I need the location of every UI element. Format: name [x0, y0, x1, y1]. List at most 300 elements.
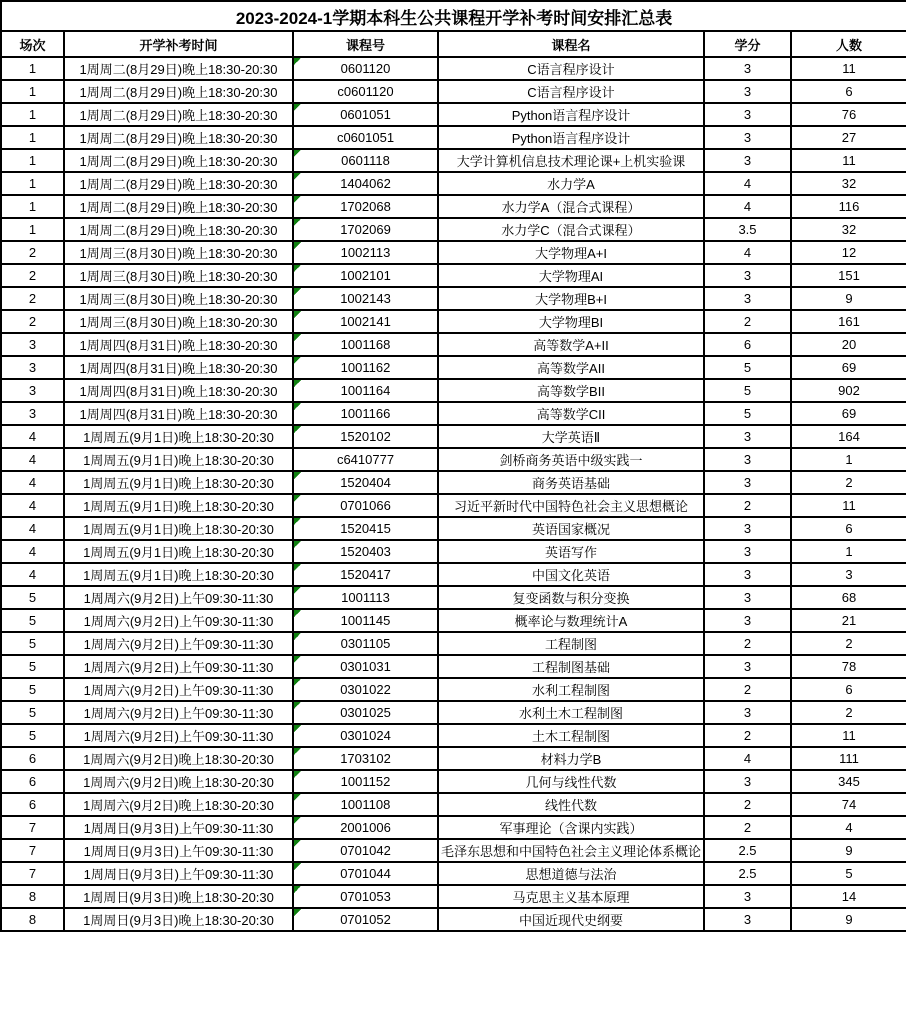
credits-cell: 2: [704, 632, 791, 655]
session-cell: 2: [1, 264, 64, 287]
session-cell: 5: [1, 678, 64, 701]
count-cell: 164: [791, 425, 906, 448]
exam-time-cell: 1周周三(8月30日)晚上18:30-20:30: [64, 287, 293, 310]
course-name-cell: 习近平新时代中国特色社会主义思想概论: [438, 494, 704, 517]
credits-cell: 3: [704, 908, 791, 931]
count-cell: 111: [791, 747, 906, 770]
number-stored-as-text-indicator-icon: [294, 288, 301, 295]
course-name-cell: 中国近现代史纲要: [438, 908, 704, 931]
credits-cell: 4: [704, 172, 791, 195]
exam-time-cell: 1周周六(9月2日)上午09:30-11:30: [64, 609, 293, 632]
session-cell: 6: [1, 747, 64, 770]
table-row: [1, 425, 906, 448]
course-name-cell: 高等数学CII: [438, 402, 704, 425]
course-code-cell: [293, 333, 438, 356]
number-stored-as-text-indicator-icon: [294, 909, 301, 916]
count-cell: 69: [791, 402, 906, 425]
credits-cell: 3: [704, 57, 791, 80]
course-name-cell: 马克思主义基本原理: [438, 885, 704, 908]
course-code-text: 0301031: [340, 659, 391, 674]
session-cell: 6: [1, 793, 64, 816]
course-name-cell: 水利土木工程制图: [438, 701, 704, 724]
exam-time-cell: 1周周五(9月1日)晚上18:30-20:30: [64, 448, 293, 471]
col-header-session: 场次: [1, 31, 64, 57]
count-cell: 12: [791, 241, 906, 264]
session-cell: 4: [1, 540, 64, 563]
course-code-text: 0601118: [341, 153, 390, 168]
session-cell: 4: [1, 448, 64, 471]
course-code-cell: [293, 149, 438, 172]
course-name-cell: 大学物理AI: [438, 264, 704, 287]
course-name-cell: 高等数学AII: [438, 356, 704, 379]
count-cell: 151: [791, 264, 906, 287]
number-stored-as-text-indicator-icon: [294, 656, 301, 663]
table-row: [1, 678, 906, 701]
credits-cell: 2.5: [704, 839, 791, 862]
count-cell: 6: [791, 678, 906, 701]
session-cell: 5: [1, 701, 64, 724]
number-stored-as-text-indicator-icon: [294, 357, 301, 364]
session-cell: 1: [1, 80, 64, 103]
session-cell: 2: [1, 241, 64, 264]
number-stored-as-text-indicator-icon: [294, 817, 301, 824]
course-code-cell: [293, 287, 438, 310]
session-cell: 1: [1, 195, 64, 218]
table-row: [1, 586, 906, 609]
course-code-text: 1001152: [340, 774, 391, 789]
course-name-cell: 大学物理BI: [438, 310, 704, 333]
exam-time-cell: 1周周四(8月31日)晚上18:30-20:30: [64, 379, 293, 402]
session-cell: 3: [1, 402, 64, 425]
course-code-cell: [293, 724, 438, 747]
credits-cell: 3: [704, 563, 791, 586]
table-row: [1, 149, 906, 172]
course-code-text: 1520417: [340, 567, 391, 582]
course-code-text: 1002101: [340, 268, 391, 283]
credits-cell: 3: [704, 540, 791, 563]
count-cell: 11: [791, 149, 906, 172]
credits-cell: 2: [704, 310, 791, 333]
count-cell: 20: [791, 333, 906, 356]
course-code-cell: [293, 356, 438, 379]
course-code-cell: [293, 448, 438, 471]
course-code-cell: [293, 793, 438, 816]
number-stored-as-text-indicator-icon: [294, 219, 301, 226]
table-row: [1, 310, 906, 333]
course-name-cell: 复变函数与积分变换: [438, 586, 704, 609]
exam-time-cell: 1周周五(9月1日)晚上18:30-20:30: [64, 563, 293, 586]
exam-time-cell: 1周周日(9月3日)上午09:30-11:30: [64, 862, 293, 885]
credits-cell: 3: [704, 517, 791, 540]
count-cell: 2: [791, 471, 906, 494]
number-stored-as-text-indicator-icon: [294, 702, 301, 709]
session-cell: 8: [1, 885, 64, 908]
course-code-text: 1001164: [340, 383, 391, 398]
course-code-cell: [293, 103, 438, 126]
credits-cell: 3: [704, 425, 791, 448]
count-cell: 1: [791, 448, 906, 471]
exam-time-cell: 1周周四(8月31日)晚上18:30-20:30: [64, 356, 293, 379]
course-name-cell: 中国文化英语: [438, 563, 704, 586]
credits-cell: 3: [704, 103, 791, 126]
course-name-cell: 高等数学BII: [438, 379, 704, 402]
exam-time-cell: 1周周日(9月3日)上午09:30-11:30: [64, 816, 293, 839]
course-code-text: 1002113: [340, 245, 391, 260]
table-row: [1, 494, 906, 517]
credits-cell: 6: [704, 333, 791, 356]
exam-time-cell: 1周周二(8月29日)晚上18:30-20:30: [64, 218, 293, 241]
course-code-text: 1001113: [341, 590, 390, 605]
title-row: [1, 1, 906, 31]
course-code-text: 0601051: [340, 107, 391, 122]
course-code-text: 0701066: [340, 498, 391, 513]
course-name-cell: 毛泽东思想和中国特色社会主义理论体系概论: [438, 839, 704, 862]
number-stored-as-text-indicator-icon: [294, 564, 301, 571]
session-cell: 7: [1, 862, 64, 885]
course-code-text: 0301025: [340, 705, 391, 720]
session-cell: 3: [1, 356, 64, 379]
course-code-cell: [293, 402, 438, 425]
credits-cell: 5: [704, 356, 791, 379]
course-code-cell: [293, 241, 438, 264]
session-cell: 5: [1, 655, 64, 678]
session-cell: 4: [1, 425, 64, 448]
course-code-cell: [293, 862, 438, 885]
exam-time-cell: 1周周六(9月2日)晚上18:30-20:30: [64, 747, 293, 770]
exam-time-cell: 1周周六(9月2日)晚上18:30-20:30: [64, 770, 293, 793]
count-cell: 4: [791, 816, 906, 839]
number-stored-as-text-indicator-icon: [294, 518, 301, 525]
count-cell: 68: [791, 586, 906, 609]
session-cell: 7: [1, 816, 64, 839]
number-stored-as-text-indicator-icon: [294, 748, 301, 755]
session-cell: 1: [1, 103, 64, 126]
course-code-cell: [293, 678, 438, 701]
table-row: [1, 885, 906, 908]
count-cell: 1: [791, 540, 906, 563]
credits-cell: 3: [704, 609, 791, 632]
course-code-text: 1002143: [340, 291, 391, 306]
count-cell: 32: [791, 172, 906, 195]
course-code-cell: [293, 172, 438, 195]
table-row: [1, 609, 906, 632]
session-cell: 2: [1, 310, 64, 333]
course-name-cell: 工程制图基础: [438, 655, 704, 678]
table-row: [1, 333, 906, 356]
count-cell: 9: [791, 287, 906, 310]
table-row: [1, 126, 906, 149]
course-name-cell: 水力学A（混合式课程）: [438, 195, 704, 218]
credits-cell: 3: [704, 701, 791, 724]
course-name-cell: 商务英语基础: [438, 471, 704, 494]
exam-time-cell: 1周周五(9月1日)晚上18:30-20:30: [64, 517, 293, 540]
course-code-cell: [293, 770, 438, 793]
course-code-cell: [293, 494, 438, 517]
number-stored-as-text-indicator-icon: [294, 426, 301, 433]
course-name-cell: 材料力学B: [438, 747, 704, 770]
exam-time-cell: 1周周六(9月2日)上午09:30-11:30: [64, 655, 293, 678]
count-cell: 116: [791, 195, 906, 218]
table-row: [1, 816, 906, 839]
credits-cell: 3: [704, 885, 791, 908]
course-name-cell: 军事理论（含课内实践）: [438, 816, 704, 839]
exam-time-cell: 1周周二(8月29日)晚上18:30-20:30: [64, 172, 293, 195]
exam-time-cell: 1周周二(8月29日)晚上18:30-20:30: [64, 57, 293, 80]
count-cell: 11: [791, 494, 906, 517]
exam-time-cell: 1周周六(9月2日)上午09:30-11:30: [64, 632, 293, 655]
exam-time-cell: 1周周二(8月29日)晚上18:30-20:30: [64, 149, 293, 172]
course-name-cell: 概率论与数理统计A: [438, 609, 704, 632]
course-code-text: 1001166: [340, 406, 391, 421]
table-row: [1, 770, 906, 793]
course-name-cell: 大学英语Ⅱ: [438, 425, 704, 448]
number-stored-as-text-indicator-icon: [294, 587, 301, 594]
course-name-cell: 大学计算机信息技术理论课+上机实验课: [438, 149, 704, 172]
credits-cell: 3: [704, 287, 791, 310]
number-stored-as-text-indicator-icon: [294, 725, 301, 732]
session-cell: 7: [1, 839, 64, 862]
credits-cell: 2: [704, 816, 791, 839]
table-row: [1, 839, 906, 862]
table-row: [1, 172, 906, 195]
session-cell: 5: [1, 586, 64, 609]
col-header-exam-time: 开学补考时间: [64, 31, 293, 57]
count-cell: 76: [791, 103, 906, 126]
course-code-cell: [293, 586, 438, 609]
number-stored-as-text-indicator-icon: [294, 58, 301, 65]
session-cell: 5: [1, 609, 64, 632]
exam-time-cell: 1周周四(8月31日)晚上18:30-20:30: [64, 333, 293, 356]
course-name-cell: 英语国家概况: [438, 517, 704, 540]
number-stored-as-text-indicator-icon: [294, 242, 301, 249]
number-stored-as-text-indicator-icon: [294, 104, 301, 111]
exam-time-cell: 1周周二(8月29日)晚上18:30-20:30: [64, 103, 293, 126]
credits-cell: 3: [704, 448, 791, 471]
count-cell: 2: [791, 701, 906, 724]
exam-time-cell: 1周周二(8月29日)晚上18:30-20:30: [64, 195, 293, 218]
credits-cell: 3: [704, 586, 791, 609]
course-code-text: 0701044: [340, 866, 391, 881]
credits-cell: 2.5: [704, 862, 791, 885]
table-row: [1, 793, 906, 816]
course-name-cell: Python语言程序设计: [438, 103, 704, 126]
credits-cell: 4: [704, 195, 791, 218]
count-cell: 74: [791, 793, 906, 816]
course-code-text: 1001168: [340, 337, 391, 352]
course-code-text: 0301024: [340, 728, 391, 743]
exam-time-cell: 1周周三(8月30日)晚上18:30-20:30: [64, 241, 293, 264]
course-code-text: 2001006: [340, 820, 391, 835]
credits-cell: 2: [704, 678, 791, 701]
course-name-cell: 高等数学A+II: [438, 333, 704, 356]
course-code-text: 0701052: [340, 912, 391, 927]
number-stored-as-text-indicator-icon: [294, 633, 301, 640]
course-code-text: c6410777: [336, 452, 395, 467]
exam-time-cell: 1周周五(9月1日)晚上18:30-20:30: [64, 540, 293, 563]
credits-cell: 3: [704, 471, 791, 494]
exam-time-cell: 1周周三(8月30日)晚上18:30-20:30: [64, 264, 293, 287]
count-cell: 11: [791, 724, 906, 747]
session-cell: 4: [1, 494, 64, 517]
course-name-cell: C语言程序设计: [438, 57, 704, 80]
table-row: [1, 287, 906, 310]
table-row: [1, 103, 906, 126]
col-header-course-code: 课程号: [293, 31, 438, 57]
count-cell: 69: [791, 356, 906, 379]
course-code-text: 1002141: [340, 314, 391, 329]
table-row: [1, 517, 906, 540]
course-code-text: c0601120: [337, 84, 394, 99]
table-row: [1, 241, 906, 264]
session-cell: 4: [1, 563, 64, 586]
course-name-cell: 土木工程制图: [438, 724, 704, 747]
course-code-text: 1520404: [340, 475, 391, 490]
exam-time-cell: 1周周六(9月2日)上午09:30-11:30: [64, 678, 293, 701]
course-code-cell: [293, 379, 438, 402]
number-stored-as-text-indicator-icon: [294, 863, 301, 870]
course-code-cell: [293, 126, 438, 149]
credits-cell: 3: [704, 655, 791, 678]
table-row: [1, 747, 906, 770]
session-cell: 6: [1, 770, 64, 793]
number-stored-as-text-indicator-icon: [294, 886, 301, 893]
number-stored-as-text-indicator-icon: [294, 265, 301, 272]
session-cell: 1: [1, 149, 64, 172]
table-row: [1, 655, 906, 678]
course-code-text: 1520415: [340, 521, 391, 536]
table-row: [1, 57, 906, 80]
course-code-text: 1702068: [340, 199, 391, 214]
table-row: [1, 402, 906, 425]
count-cell: 11: [791, 57, 906, 80]
course-name-cell: 大学物理B+I: [438, 287, 704, 310]
session-cell: 1: [1, 57, 64, 80]
exam-time-cell: 1周周日(9月3日)晚上18:30-20:30: [64, 885, 293, 908]
number-stored-as-text-indicator-icon: [294, 334, 301, 341]
count-cell: 21: [791, 609, 906, 632]
course-name-cell: 水力学C（混合式课程）: [438, 218, 704, 241]
column-header-row: [1, 31, 906, 57]
course-name-cell: 水力学A: [438, 172, 704, 195]
exam-time-cell: 1周周六(9月2日)上午09:30-11:30: [64, 701, 293, 724]
course-code-text: 0301022: [340, 682, 391, 697]
course-name-cell: 大学物理A+I: [438, 241, 704, 264]
course-code-cell: [293, 310, 438, 333]
table-row: [1, 379, 906, 402]
number-stored-as-text-indicator-icon: [294, 771, 301, 778]
number-stored-as-text-indicator-icon: [294, 794, 301, 801]
course-code-text: 0701042: [340, 843, 391, 858]
course-code-cell: [293, 218, 438, 241]
credits-cell: 2: [704, 724, 791, 747]
course-code-cell: [293, 908, 438, 931]
table-row: [1, 632, 906, 655]
exam-time-cell: 1周周五(9月1日)晚上18:30-20:30: [64, 425, 293, 448]
number-stored-as-text-indicator-icon: [294, 495, 301, 502]
session-cell: 5: [1, 632, 64, 655]
course-code-cell: [293, 655, 438, 678]
exam-time-cell: 1周周六(9月2日)晚上18:30-20:30: [64, 793, 293, 816]
col-header-course-name: 课程名: [438, 31, 704, 57]
number-stored-as-text-indicator-icon: [294, 403, 301, 410]
course-code-cell: [293, 425, 438, 448]
course-code-text: 0701053: [340, 889, 391, 904]
course-name-cell: 思想道德与法治: [438, 862, 704, 885]
exam-time-cell: 1周周二(8月29日)晚上18:30-20:30: [64, 126, 293, 149]
course-code-cell: [293, 609, 438, 632]
count-cell: 6: [791, 517, 906, 540]
course-code-cell: [293, 632, 438, 655]
credits-cell: 2: [704, 494, 791, 517]
count-cell: 78: [791, 655, 906, 678]
course-code-text: 1001145: [340, 613, 391, 628]
table-row: [1, 563, 906, 586]
course-name-cell: 线性代数: [438, 793, 704, 816]
count-cell: 9: [791, 839, 906, 862]
course-name-cell: 工程制图: [438, 632, 704, 655]
session-cell: 5: [1, 724, 64, 747]
course-code-cell: [293, 517, 438, 540]
table-row: [1, 448, 906, 471]
number-stored-as-text-indicator-icon: [294, 472, 301, 479]
count-cell: 161: [791, 310, 906, 333]
course-code-cell: [293, 563, 438, 586]
number-stored-as-text-indicator-icon: [294, 380, 301, 387]
exam-time-cell: 1周周三(8月30日)晚上18:30-20:30: [64, 310, 293, 333]
number-stored-as-text-indicator-icon: [294, 541, 301, 548]
number-stored-as-text-indicator-icon: [294, 679, 301, 686]
course-name-cell: 剑桥商务英语中级实践一: [438, 448, 704, 471]
credits-cell: 3: [704, 126, 791, 149]
table-row: [1, 356, 906, 379]
credits-cell: 5: [704, 379, 791, 402]
session-cell: 3: [1, 333, 64, 356]
credits-cell: 4: [704, 747, 791, 770]
course-code-text: 1520403: [340, 544, 391, 559]
session-cell: 1: [1, 172, 64, 195]
session-cell: 3: [1, 379, 64, 402]
credits-cell: 3: [704, 149, 791, 172]
credits-cell: 3.5: [704, 218, 791, 241]
table-row: [1, 540, 906, 563]
course-code-text: 1703102: [340, 751, 391, 766]
course-code-text: 1520102: [340, 429, 391, 444]
count-cell: 2: [791, 632, 906, 655]
course-code-cell: [293, 57, 438, 80]
course-code-cell: [293, 195, 438, 218]
table-row: [1, 862, 906, 885]
number-stored-as-text-indicator-icon: [294, 150, 301, 157]
course-name-cell: 水利工程制图: [438, 678, 704, 701]
exam-time-cell: 1周周日(9月3日)晚上18:30-20:30: [64, 908, 293, 931]
col-header-credits: 学分: [704, 31, 791, 57]
course-code-cell: [293, 471, 438, 494]
course-code-cell: [293, 747, 438, 770]
count-cell: 6: [791, 80, 906, 103]
table-row: [1, 724, 906, 747]
course-code-text: 1702069: [340, 222, 391, 237]
course-name-cell: 几何与线性代数: [438, 770, 704, 793]
count-cell: 27: [791, 126, 906, 149]
exam-time-cell: 1周周五(9月1日)晚上18:30-20:30: [64, 494, 293, 517]
table-row: [1, 80, 906, 103]
course-code-cell: [293, 885, 438, 908]
course-name-cell: C语言程序设计: [438, 80, 704, 103]
session-cell: 4: [1, 471, 64, 494]
credits-cell: 2: [704, 793, 791, 816]
count-cell: 3: [791, 563, 906, 586]
credits-cell: 5: [704, 402, 791, 425]
